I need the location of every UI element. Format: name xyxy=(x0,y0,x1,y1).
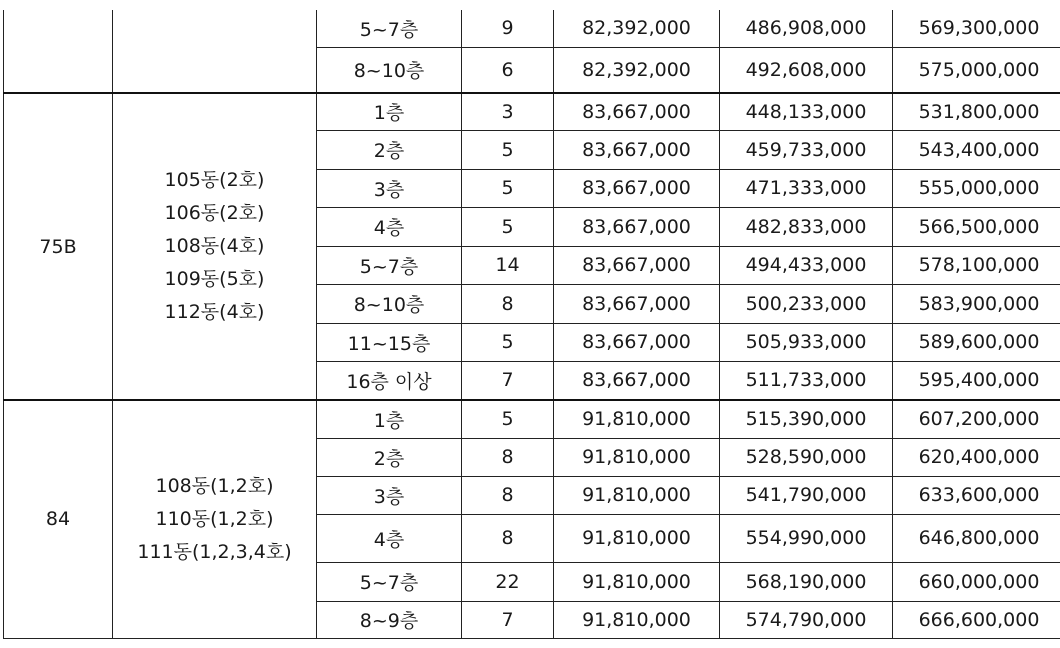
land-price-cell: 83,667,000 xyxy=(554,284,720,323)
floor-cell: 4층 xyxy=(317,514,462,562)
land-price-cell: 91,810,000 xyxy=(554,601,720,638)
total-price-cell: 633,600,000 xyxy=(893,476,1060,514)
land-price-cell: 83,667,000 xyxy=(554,323,720,361)
building-line: 106동(2호) xyxy=(164,202,265,224)
floor-cell: 3층 xyxy=(317,169,462,207)
total-price-cell: 607,200,000 xyxy=(893,400,1060,438)
total-price-cell: 620,400,000 xyxy=(893,438,1060,476)
building-price-cell: 505,933,000 xyxy=(720,323,893,361)
building-price-cell: 574,790,000 xyxy=(720,601,893,638)
building-price-cell: 482,833,000 xyxy=(720,207,893,246)
building-line: 105동(2호) xyxy=(164,169,265,191)
units-cell: 8 xyxy=(462,476,554,514)
type-cell: 84 xyxy=(4,400,113,638)
buildings-cell xyxy=(113,10,317,93)
type-cell: 75B xyxy=(4,93,113,400)
building-price-cell: 471,333,000 xyxy=(720,169,893,207)
total-price-cell: 646,800,000 xyxy=(893,514,1060,562)
land-price-cell: 91,810,000 xyxy=(554,514,720,562)
building-line: 112동(4호) xyxy=(164,301,265,323)
units-cell: 14 xyxy=(462,246,554,284)
building-line: 108동(1,2호) xyxy=(155,474,274,497)
floor-cell: 4층 xyxy=(317,207,462,246)
floor-cell: 11~15층 xyxy=(317,323,462,361)
units-cell: 9 xyxy=(462,10,554,47)
total-price-cell: 569,300,000 xyxy=(893,10,1060,47)
table-row xyxy=(4,93,1060,130)
floor-cell: 1층 xyxy=(317,93,462,130)
floor-cell: 8~9층 xyxy=(317,601,462,638)
total-price-cell: 555,000,000 xyxy=(893,169,1060,207)
building-line: 110동(1,2호) xyxy=(155,507,274,530)
building-price-cell: 459,733,000 xyxy=(720,130,893,169)
land-price-cell: 91,810,000 xyxy=(554,400,720,438)
floor-cell: 5~7층 xyxy=(317,562,462,601)
floor-cell: 1층 xyxy=(317,400,462,438)
land-price-cell: 82,392,000 xyxy=(554,47,720,93)
buildings-cell xyxy=(113,93,317,400)
type-cell xyxy=(4,10,113,93)
land-price-cell: 83,667,000 xyxy=(554,130,720,169)
building-price-cell: 448,133,000 xyxy=(720,93,893,130)
land-price-cell: 91,810,000 xyxy=(554,562,720,601)
floor-cell: 3층 xyxy=(317,476,462,514)
land-price-cell: 83,667,000 xyxy=(554,93,720,130)
building-price-cell: 486,908,000 xyxy=(720,10,893,47)
units-cell: 3 xyxy=(462,93,554,130)
land-price-cell: 91,810,000 xyxy=(554,476,720,514)
land-price-cell: 83,667,000 xyxy=(554,246,720,284)
floor-cell: 2층 xyxy=(317,130,462,169)
price-table xyxy=(3,10,1060,639)
land-price-cell: 82,392,000 xyxy=(554,10,720,47)
total-price-cell: 543,400,000 xyxy=(893,130,1060,169)
land-price-cell: 83,667,000 xyxy=(554,361,720,400)
total-price-cell: 566,500,000 xyxy=(893,207,1060,246)
floor-cell: 16층 이상 xyxy=(317,361,462,400)
building-price-cell: 492,608,000 xyxy=(720,47,893,93)
building-price-cell: 500,233,000 xyxy=(720,284,893,323)
building-price-cell: 528,590,000 xyxy=(720,438,893,476)
floor-cell: 8~10층 xyxy=(317,284,462,323)
units-cell: 22 xyxy=(462,562,554,601)
total-price-cell: 660,000,000 xyxy=(893,562,1060,601)
floor-cell: 8~10층 xyxy=(317,47,462,93)
land-price-cell: 83,667,000 xyxy=(554,169,720,207)
building-price-cell: 541,790,000 xyxy=(720,476,893,514)
total-price-cell: 578,100,000 xyxy=(893,246,1060,284)
units-cell: 8 xyxy=(462,284,554,323)
units-cell: 6 xyxy=(462,47,554,93)
building-line: 109동(5호) xyxy=(164,268,265,290)
buildings-cell xyxy=(113,400,317,638)
units-cell: 5 xyxy=(462,400,554,438)
land-price-cell: 91,810,000 xyxy=(554,438,720,476)
units-cell: 7 xyxy=(462,361,554,400)
total-price-cell: 531,800,000 xyxy=(893,93,1060,130)
total-price-cell: 666,600,000 xyxy=(893,601,1060,638)
building-line: 111동(1,2,3,4호) xyxy=(137,540,292,563)
building-price-cell: 511,733,000 xyxy=(720,361,893,400)
units-cell: 7 xyxy=(462,601,554,638)
building-price-cell: 515,390,000 xyxy=(720,400,893,438)
building-price-cell: 554,990,000 xyxy=(720,514,893,562)
floor-cell: 5~7층 xyxy=(317,10,462,47)
units-cell: 8 xyxy=(462,514,554,562)
units-cell: 5 xyxy=(462,323,554,361)
land-price-cell: 83,667,000 xyxy=(554,207,720,246)
floor-cell: 2층 xyxy=(317,438,462,476)
units-cell: 8 xyxy=(462,438,554,476)
table-row xyxy=(4,400,1060,438)
total-price-cell: 583,900,000 xyxy=(893,284,1060,323)
table-row xyxy=(4,10,1060,47)
building-price-cell: 568,190,000 xyxy=(720,562,893,601)
total-price-cell: 589,600,000 xyxy=(893,323,1060,361)
units-cell: 5 xyxy=(462,169,554,207)
building-line: 108동(4호) xyxy=(164,235,265,257)
total-price-cell: 595,400,000 xyxy=(893,361,1060,400)
units-cell: 5 xyxy=(462,207,554,246)
floor-cell: 5~7층 xyxy=(317,246,462,284)
total-price-cell: 575,000,000 xyxy=(893,47,1060,93)
units-cell: 5 xyxy=(462,130,554,169)
building-price-cell: 494,433,000 xyxy=(720,246,893,284)
